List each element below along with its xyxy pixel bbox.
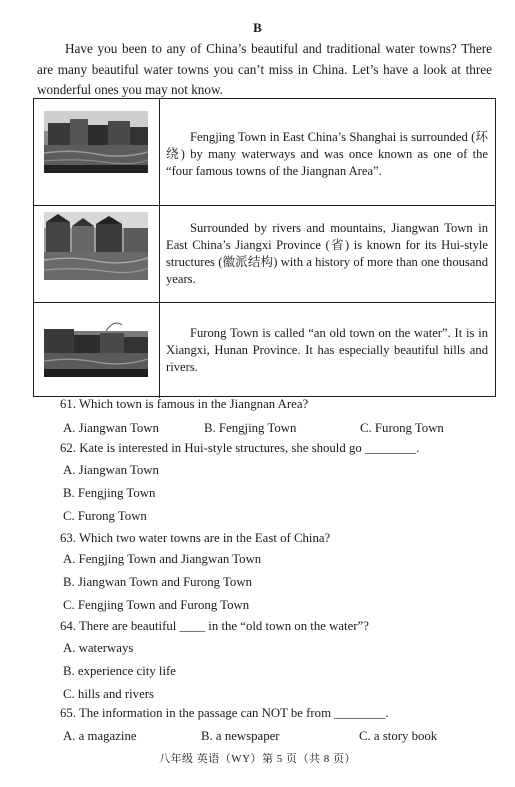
furong-town-photo xyxy=(44,315,148,377)
town-description: Fengjing Town in East China’s Shanghai is surrounded (环绕) by many waterways and was once known as one of the “four famous towns of the Jiangnan Area”. xyxy=(166,130,488,178)
intro-paragraph: Have you been to any of China’s beautiful and traditional water towns? There are many beautiful water towns you can’t miss in China. Let’s have a look at three wonderful ones you may not know. xyxy=(37,41,492,97)
question-65-stem: 65. The information in the passage can NOT be from ________. xyxy=(60,706,389,720)
option-a[interactable]: A. a magazine xyxy=(63,729,137,743)
question-63-stem: 63. Which two water towns are in the East of China? xyxy=(60,531,331,545)
town-row-furong xyxy=(34,303,495,398)
option-a[interactable]: A. Jiangwan Town xyxy=(63,463,159,477)
option-c[interactable]: C. Furong Town xyxy=(63,509,147,523)
question-64-stem: 64. There are beautiful ____ in the “old town on the water”? xyxy=(60,619,369,633)
option-b[interactable]: B. Jiangwan Town and Furong Town xyxy=(63,575,252,589)
option-b[interactable]: B. Fengjing Town xyxy=(204,421,297,435)
photo-cell xyxy=(34,206,160,302)
town-row-jiangwan xyxy=(34,206,495,303)
option-a[interactable]: A. Fengjing Town and Jiangwan Town xyxy=(63,552,262,566)
photo-cell xyxy=(34,303,160,398)
fengjing-town-photo xyxy=(44,111,148,173)
option-a[interactable]: A. Jiangwan Town xyxy=(63,421,159,435)
option-b[interactable]: B. Fengjing Town xyxy=(63,486,156,500)
jiangwan-town-photo xyxy=(44,212,148,280)
section-heading: B xyxy=(253,20,262,35)
town-row-fengjing xyxy=(34,99,495,206)
option-a[interactable]: A. waterways xyxy=(63,641,134,655)
question-61-stem: 61. Which town is famous in the Jiangnan Area? xyxy=(60,397,309,411)
page-footer: 八年级 英语（WY）第 5 页（共 8 页） xyxy=(158,753,357,765)
photo-cell xyxy=(34,99,160,205)
town-description: Surrounded by rivers and mountains, Jiangwan Town in East China’s Jiangxi Province (省) is known for its Hui-style structures (徽派结构) with a history of more than one thousand years. xyxy=(166,221,488,286)
town-description: Furong Town is called “an old town on the water”. It is in Xiangxi, Hunan Province. It has especially beautiful hills and rivers. xyxy=(166,326,488,374)
option-c[interactable]: C. Furong Town xyxy=(360,421,444,435)
option-b[interactable]: B. a newspaper xyxy=(201,729,280,743)
option-c[interactable]: C. Fengjing Town and Furong Town xyxy=(63,598,250,612)
option-c[interactable]: C. a story book xyxy=(359,729,438,743)
option-c[interactable]: C. hills and rivers xyxy=(63,687,154,701)
towns-table xyxy=(33,98,496,397)
option-b[interactable]: B. experience city life xyxy=(63,664,176,678)
question-62-stem: 62. Kate is interested in Hui-style structures, she should go ________. xyxy=(60,441,420,455)
